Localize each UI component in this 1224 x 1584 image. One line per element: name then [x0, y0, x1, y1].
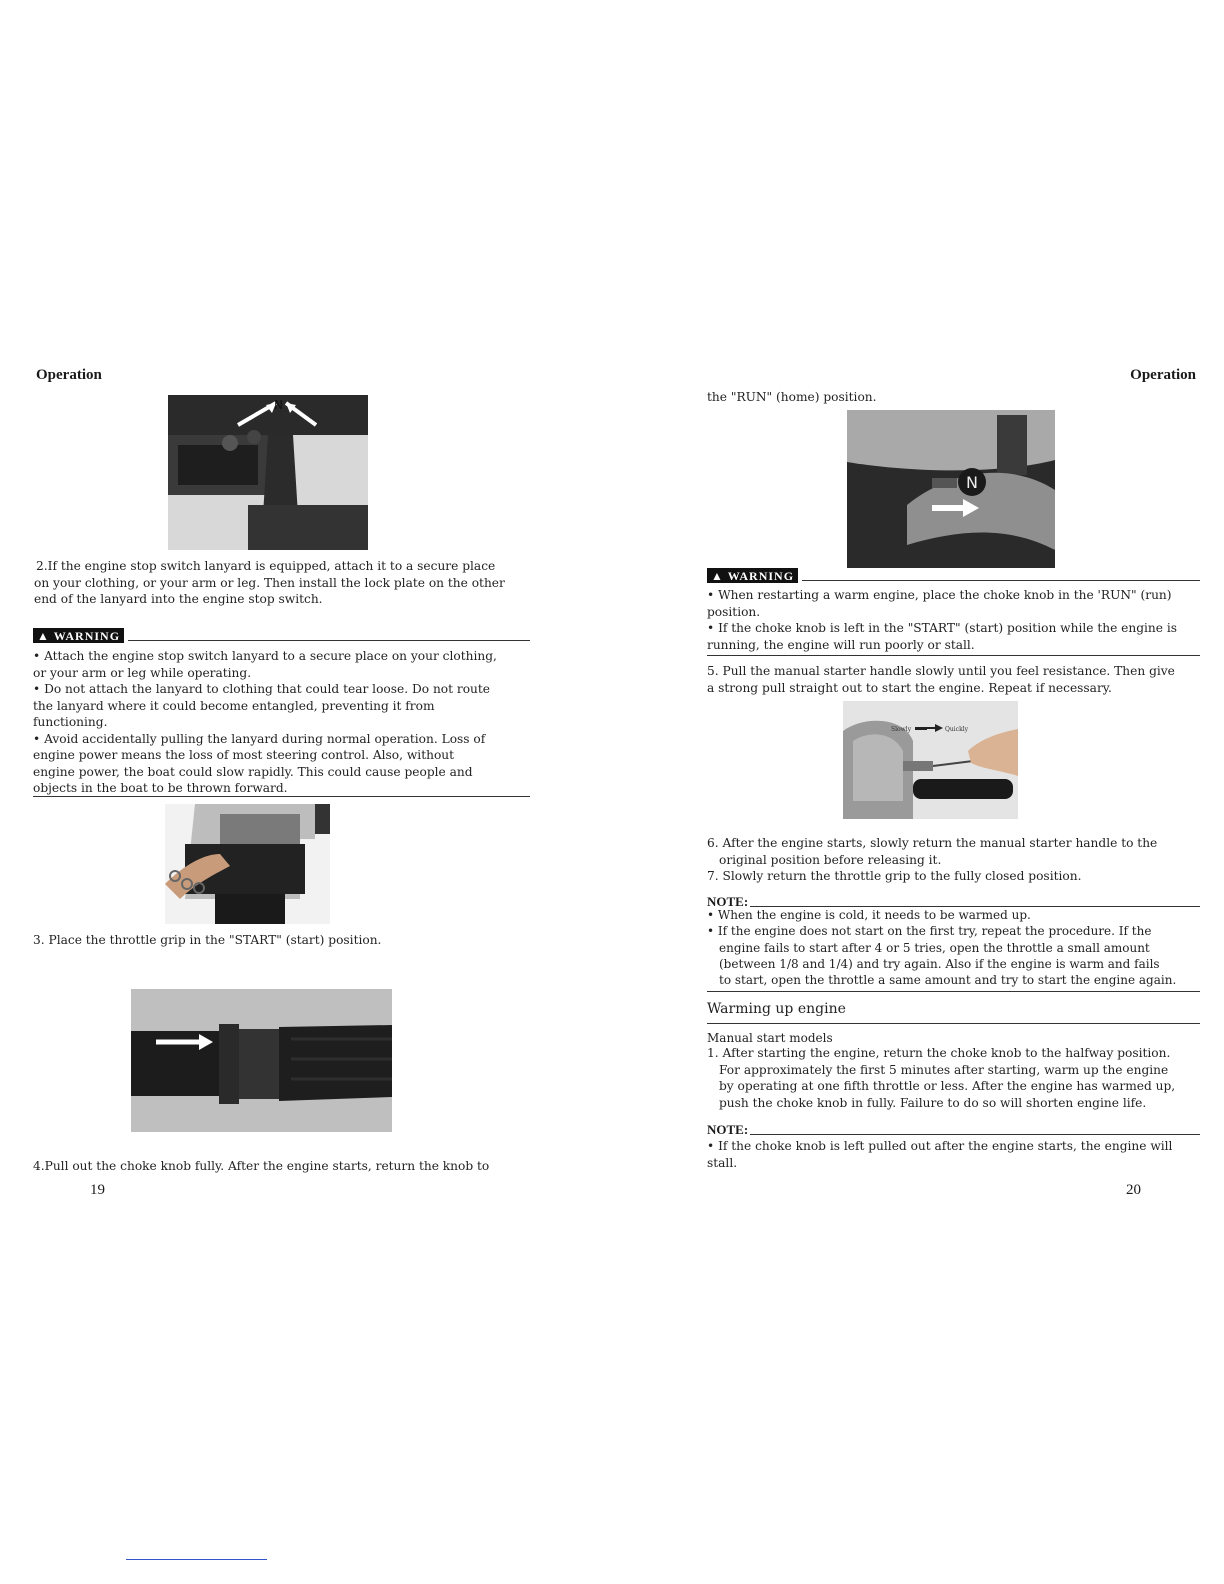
photo-letter-n: N	[274, 398, 283, 412]
warning-text-left: • Attach the engine stop switch lanyard to a secure place on your clothing, or your arm or leg while operating. • Do not attach the lanyard to clothing that could tear loose. Do not route the lanyard where it could become entangled, preventing it from functioning. • Avoid accidentally pulling the lanyard during normal operation. Loss of engine power means the loss of most steering control. Also, without engine power, the boat could slow rapidly. This could cause people and objects in the boat to be thrown forward.	[33, 649, 497, 795]
right-page	[612, 0, 1224, 1584]
warning-rule-right	[802, 580, 1200, 581]
note-header-2	[707, 1123, 1200, 1137]
warning-rule	[128, 640, 530, 641]
page-number-right: 20	[1126, 1182, 1141, 1198]
note-rule-2	[750, 1134, 1200, 1135]
photo-stop-switch	[168, 395, 368, 550]
warning-badge: ▲ WARNING	[33, 628, 124, 643]
steps-6-7-text: 6. After the engine starts, slowly return the manual starter handle to the original position before releasing it. 7. Slowly return the throttle grip to the fully closed position.	[707, 836, 1158, 883]
step-3-text: 3. Place the throttle grip in the "START" (start) position.	[33, 933, 382, 947]
page-header-right: Operation	[1130, 367, 1196, 383]
warm-step-1-text: 1. After starting the engine, return the choke knob to the halfway position. For approximately the first 5 minutes after starting, warm up the engine by operating at one fifth throttle or less. After the engine has warmed up, push the choke knob in fully. Failure to do so will shorten engine life.	[707, 1046, 1176, 1110]
note-end-rule	[707, 991, 1200, 992]
note-1-text: • When the engine is cold, it needs to be warmed up. • If the engine does not start on the first try, repeat the procedure. If the engine fails to start after 4 or 5 tries, open the throttle a small amount (between 1/8 and 1/4) and try again. Also if the engine is warm and fails to start, open the throttle a same amount and try to start the engine again.	[707, 908, 1177, 988]
page-number-left: 19	[90, 1182, 105, 1198]
warning-header-left	[33, 628, 530, 643]
photo-lanyard	[165, 804, 330, 924]
step-5-text: 5. Pull the manual starter handle slowly until you feel resistance. Then give a strong pull straight out to start the engine. Repeat if necessary.	[707, 664, 1175, 695]
warning-badge-right: ▲ WARNING	[707, 568, 798, 583]
step-2-text: 2.If the engine stop switch lanyard is equipped, attach it to a secure place on your clothing, or your arm or leg. Then install the lock plate on the other end of the lanyard into the engine stop switch.	[34, 559, 505, 606]
warning-text-right: • When restarting a warm engine, place the choke knob in the 'RUN" (run) position. • If the choke knob is left in the "START" (start) position while the engine is running, the engine will run poorly or stall.	[707, 588, 1178, 652]
note-label-2: NOTE:	[707, 1122, 749, 1137]
bottom-link-underline	[126, 1559, 267, 1560]
warning-end-rule-right	[707, 655, 1200, 656]
step-4-text: 4.Pull out the choke knob fully. After the engine starts, return the knob to	[33, 1159, 490, 1173]
photo-label-slowly: Slowly	[891, 726, 912, 733]
photo-choke-knob	[847, 410, 1055, 568]
photo-letter-n-right: N	[966, 473, 978, 492]
warning-header-right	[707, 568, 1200, 583]
note-label: NOTE:	[707, 894, 749, 909]
warning-end-rule	[33, 796, 530, 797]
warning-triangle-icon: ▲	[37, 629, 50, 643]
step-4-continuation: the "RUN" (home) position.	[707, 390, 877, 404]
page-header-left: Operation	[36, 367, 102, 383]
subsection-manual-start: Manual start models	[707, 1031, 833, 1045]
photo-label-quickly: Quickly	[945, 726, 969, 733]
photo-throttle-grip	[131, 989, 392, 1132]
warning-triangle-icon: ▲	[711, 569, 724, 583]
section-title-warming: Warming up engine	[707, 1001, 846, 1017]
photo-starter-pull	[843, 701, 1018, 819]
note-2-text: • If the choke knob is left pulled out after the engine starts, the engine will stall.	[707, 1139, 1173, 1170]
section-rule	[707, 1023, 1200, 1024]
